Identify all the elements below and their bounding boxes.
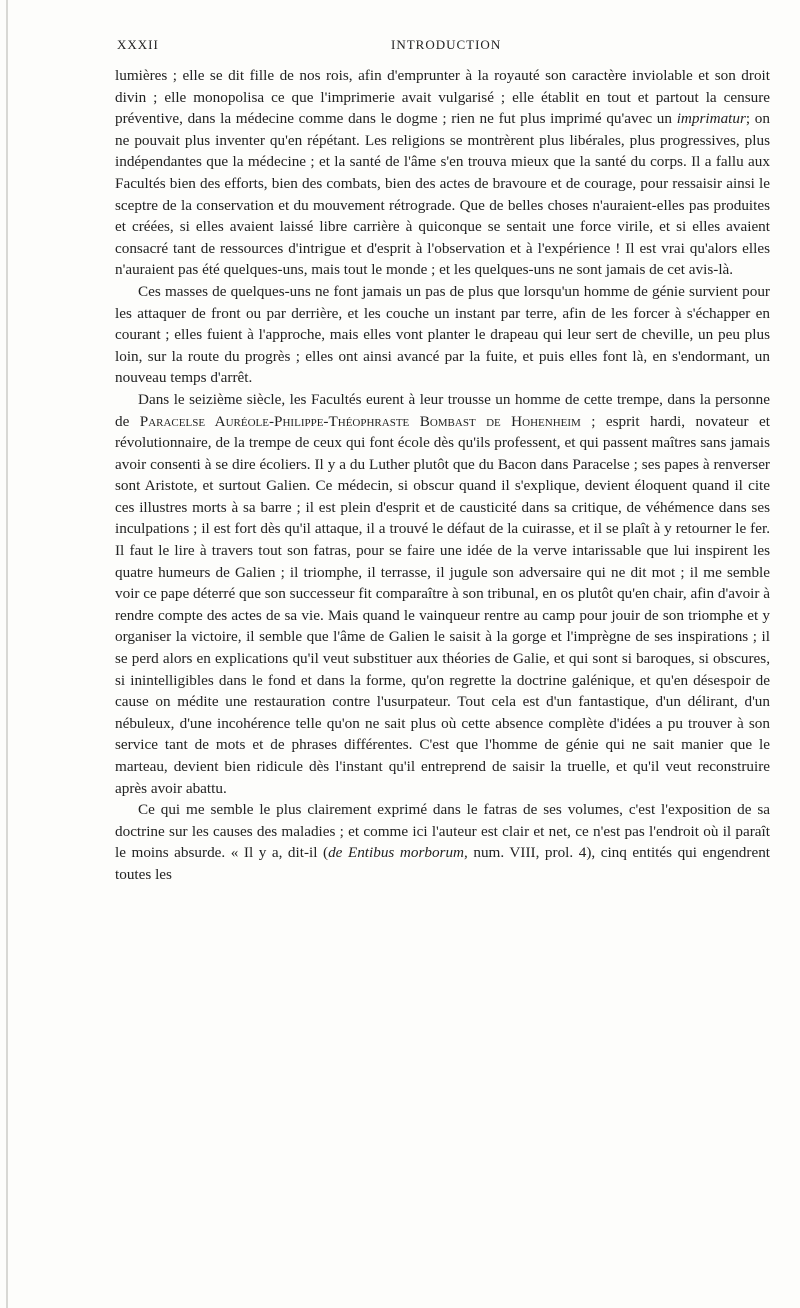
text-run: Ces masses de quelques-uns ne font jamais un pas de plus que lorsqu'un homme de génie survient pour les attaquer de front ou par derrière, et les couche un instant par terre, afin de les forcer à s'échapper en courant ; elles fuient à l'approche, mais elles vont planter le drapeau qui leur sert de cheville, un peu plus loin, sur la route du progrès ; elles ont ainsi avancé par la fuite, et puis elles font là, en s'endormant, un nouveau temps d'arrêt. — [115, 282, 770, 387]
page-number: XXXII — [117, 37, 159, 52]
paragraph — [115, 799, 770, 885]
paragraph — [115, 65, 770, 281]
running-head: INTRODUCTION — [391, 37, 502, 52]
text-run: ; esprit hardi, novateur et révolutionnaire, de la trempe de ceux qui font école dès qu'ils professent, et qui passent maîtres sans jamais avoir consenti à se dire écoliers. Il y a du Luther plutôt que du Bacon dans Paracelse ; ses papes à renverser sont Aristote, et surtout Galien. Ce médecin, si obscur quand il s'explique, devient éloquent quand il cite ces illustres morts à sa barre ; il est plein d'esprit et de causticité dans sa critique, de véhémence dans ses inculpations ; il est fort dès qu'il attaque, il a trouvé le défaut de la cuirasse, et il se plaît à y retourner le fer. Il faut le lire à travers tout son fatras, pour se faire une idée de la verve intarissable que lui inspirent les quatre humeurs de Galien ; il triomphe, il terrasse, il jugule son adversaire qui ne dit mot ; il me semble voir ce pape déterré que son successeur fit comparaître à son tribunal, en os plutôt qu'en chair, afin d'avoir à rendre compte des actes de sa vie. Mais quand le vainqueur rentre au camp pour jouir de son triomphe et y organiser la victoire, il semble que l'âme de Galien le saisit à la gorge et l'imprègne de ses inspirations ; il se perd alors en explications qu'il veut substituer aux théories de Galie, et qui sont si baroques, si obscures, si inintelligibles dans le fond et dans la forme, qu'on regrette la doctrine galénique, et qu'en désespoir de cause on médite une restauration contre l'usurpateur. Tout cela est d'un fantastique, d'un délirant, d'un nébuleux, d'une incohérence telle qu'on ne sait plus où cette absence complète d'idées a pu trouver à son service tant de mots et de phrases différentes. C'est que l'homme de génie qui ne sait manier que le marteau, devient bien ridicule dès l'instant qu'il entreprend de saisir la truelle, et qu'il veut reconstruire après avoir abattu. — [115, 412, 770, 797]
italic-text: de Entibus morborum — [328, 844, 465, 862]
italic-text: imprimatur — [676, 110, 746, 128]
text-run: Dans le seizième siècle, les Facultés eurent à leur trousse un homme de cette trempe, dans la personne de — [115, 390, 770, 430]
small-caps-name: Paracelse Auréole-Philippe-Théophraste Bombast de Hohenheim — [139, 412, 581, 430]
page-header — [117, 37, 760, 57]
text-run: , num. VIII, prol. 4), cinq entités qui engendrent toutes les — [115, 844, 771, 883]
page-edge — [6, 0, 8, 1308]
text-run: Ce qui me semble le plus clairement exprimé dans le fatras de ses volumes, c'est l'exposition de sa doctrine sur les causes des maladies ; et comme ici l'auteur est clair et net, ce n'est pas l'endroit où il paraît le moins absurde. « Il y a, dit-il ( — [115, 801, 770, 862]
text-run: ; on ne pouvait plus inventer qu'en répétant. Les religions se montrèrent plus libérales, plus progressives, plus indépendantes que la médecine ; et la santé de l'âme s'en trouva mieux que la santé du corps. Il a fallu aux Facultés bien des efforts, bien des combats, bien des actes de bravoure et de courage, pour ressaisir ainsi le sceptre de la conservation et du mouvement rétrograde. Que de belles choses n'auraient-elles pas produites et créées, si elles avaient laissé libre carrière à quiconque se sentait une force virile, et si elles avaient consacré tant de ressources d'intrigue et d'esprit à l'observation et à l'expérience ! Il est vrai qu'alors elles n'auraient pas été quelques-uns, mais tout le monde ; et les quelques-uns ne sont jamais de cet avis-là. — [115, 110, 770, 279]
text-run: lumières ; elle se dit fille de nos rois, afin d'emprunter à la royauté son caractère inviolable et son droit divin ; elle monopolisa ce que l'imprimerie avait vulgarisé ; elle établit en tout et partout la censure préventive, dans la médecine comme dans le dogme ; rien ne fut plus imprimé qu'avec un — [115, 67, 770, 128]
paragraph — [115, 281, 770, 389]
paragraph — [115, 389, 770, 799]
body-text — [115, 65, 770, 886]
